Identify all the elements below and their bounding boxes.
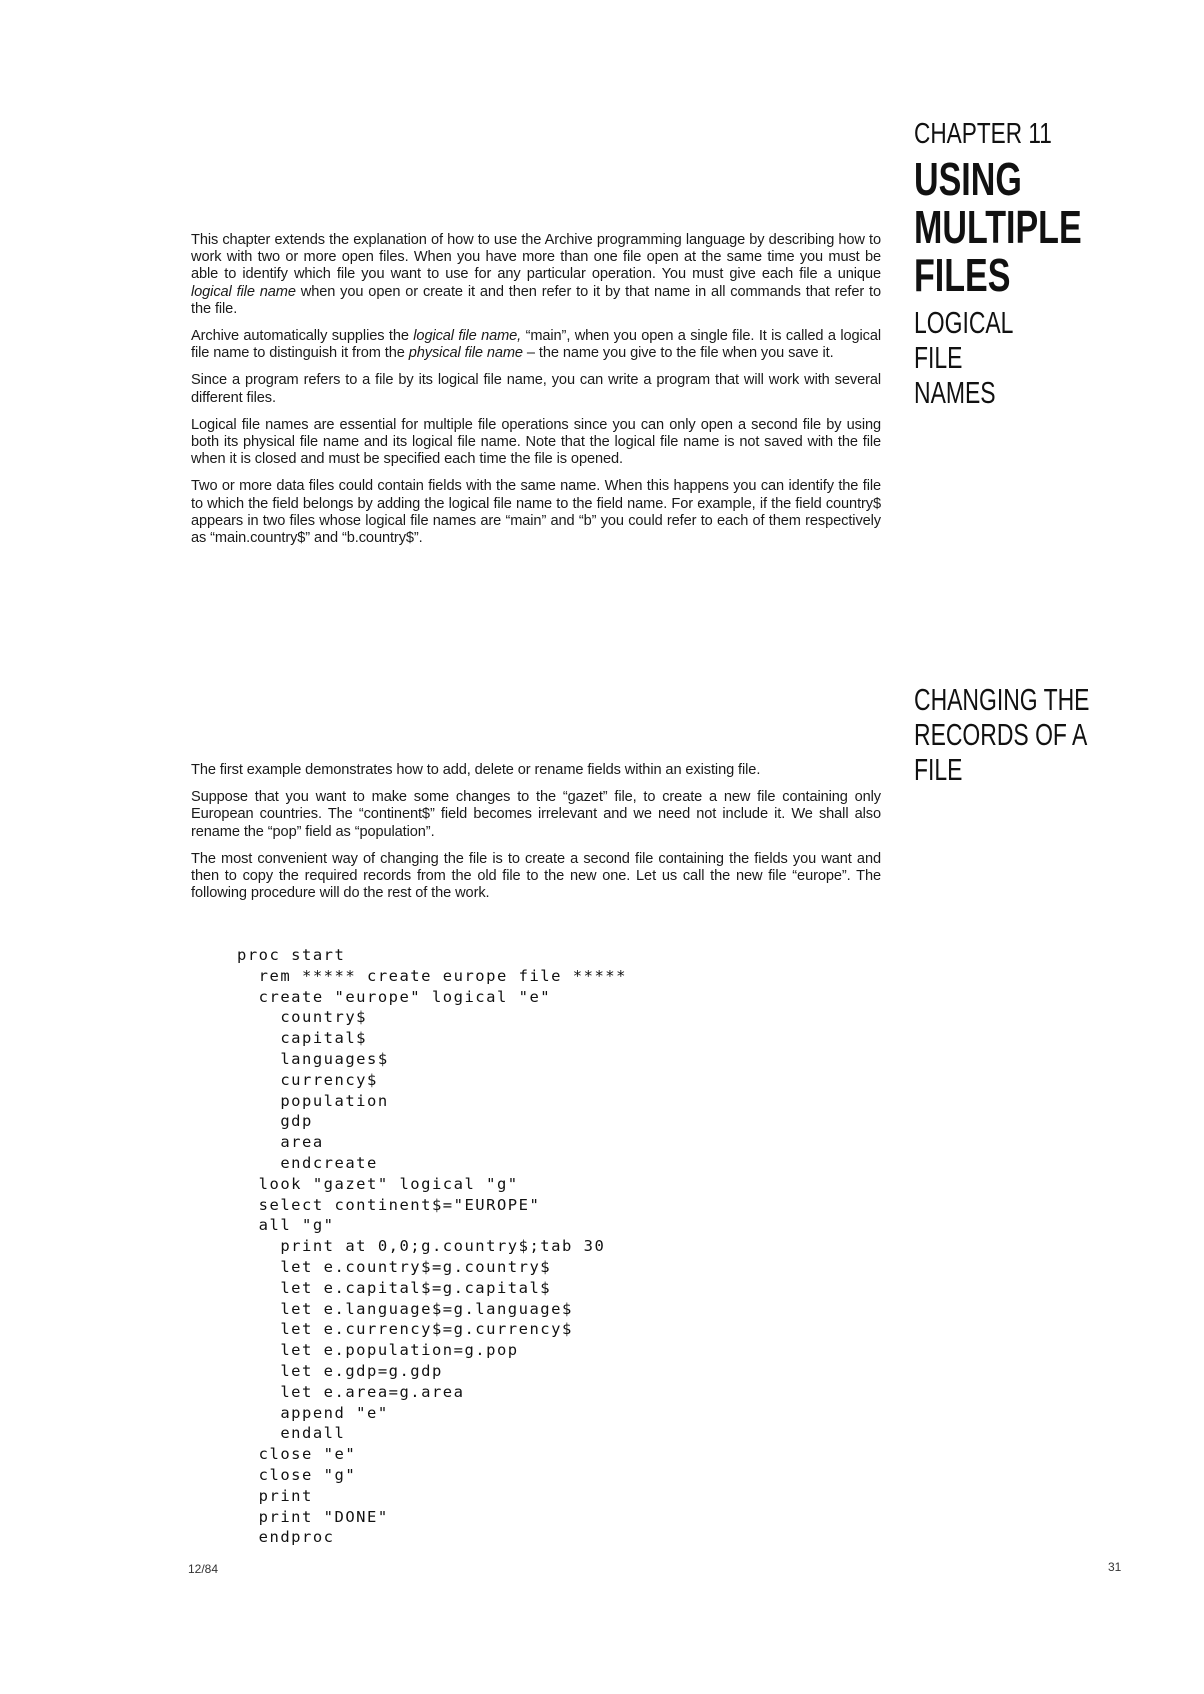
heading-line: FILE: [914, 340, 963, 375]
heading-line: LOGICAL: [914, 305, 1014, 340]
paragraph: Archive automatically supplies the logical file name, “main”, when you open a single file. It is called a logical file name to distinguish it from the physical file name – the name you give to the file when you save it.: [191, 328, 881, 362]
chapter-title-line: MULTIPLE: [914, 201, 1082, 253]
paragraph: Since a program refers to a file by its logical file name, you can write a program that will work with several different files.: [191, 372, 881, 406]
paragraph: This chapter extends the explanation of how to use the Archive programming language by describing how to work with two or more open files. When you have more than one file open at the same time you must be able to identify which file you want to use for any particular operation. You must give each file a unique logical file name when you open or create it and then refer to it by that name in all commands that refer to the file.: [191, 232, 881, 317]
chapter-title: [914, 155, 1082, 299]
page-number: 31: [1108, 1560, 1122, 1574]
heading-line: RECORDS OF A: [914, 717, 1088, 752]
code-listing: proc start rem ***** create europe file ***** create "europe" logical "e" country$ capital$ languages$ currency$ population gdp area endcreate look "gazet" logical "g" select continent$="EUROPE" all "g" print at 0,0;g.country$;tab 30 let e.country$=g.country$ let e.capital$=g.capital$ let e.language$=g.language$ let e.currency$=g.currency$ let e.population=g.pop let e.gdp=g.gdp let e.area=g.area append "e" endall close "e" close "g" print print "DONE" endproc: [237, 946, 627, 1547]
section-changing-records-body: [191, 762, 881, 912]
chapter-title-line: FILES: [914, 249, 1011, 301]
chapter-title-line: USING: [914, 153, 1022, 205]
section-heading-logical-file-names: [914, 305, 1013, 410]
heading-line: CHANGING THE: [914, 682, 1090, 717]
footer-date: 12/84: [188, 1562, 219, 1576]
paragraph: Two or more data files could contain fields with the same name. When this happens you can identify the file to which the field belongs by adding the logical file name to the field name. For example, if the field country$ appears in two files whose logical file names are “main” and “b” you could refer to each of them respectively as “main.country$” and “b.country$”.: [191, 478, 881, 547]
paragraph: Logical file names are essential for multiple file operations since you can only open a second file by using both its physical file name and its logical file name. Note that the logical file name is not saved with the file when it is closed and must be specified each time the file is opened.: [191, 416, 881, 468]
heading-line: FILE: [914, 752, 963, 787]
paragraph: The first example demonstrates how to add, delete or rename fields within an existing file.: [191, 762, 761, 778]
section-logical-file-names-body: [191, 232, 881, 557]
chapter-label: CHAPTER 11: [914, 118, 1052, 150]
section-heading-changing-records: [914, 682, 1089, 787]
paragraph: The most convenient way of changing the file is to create a second file containing the fields you want and then to copy the required records from the old file to the new one. Let us call the new file “europe”. The following procedure will do the rest of the work.: [191, 850, 881, 902]
heading-line: NAMES: [914, 375, 996, 410]
paragraph: Suppose that you want to make some changes to the “gazet” file, to create a new file containing only European countries. The “continent$” field becomes irrelevant and we need not include it. We shall also rename the “pop” field as “population”.: [191, 789, 881, 840]
